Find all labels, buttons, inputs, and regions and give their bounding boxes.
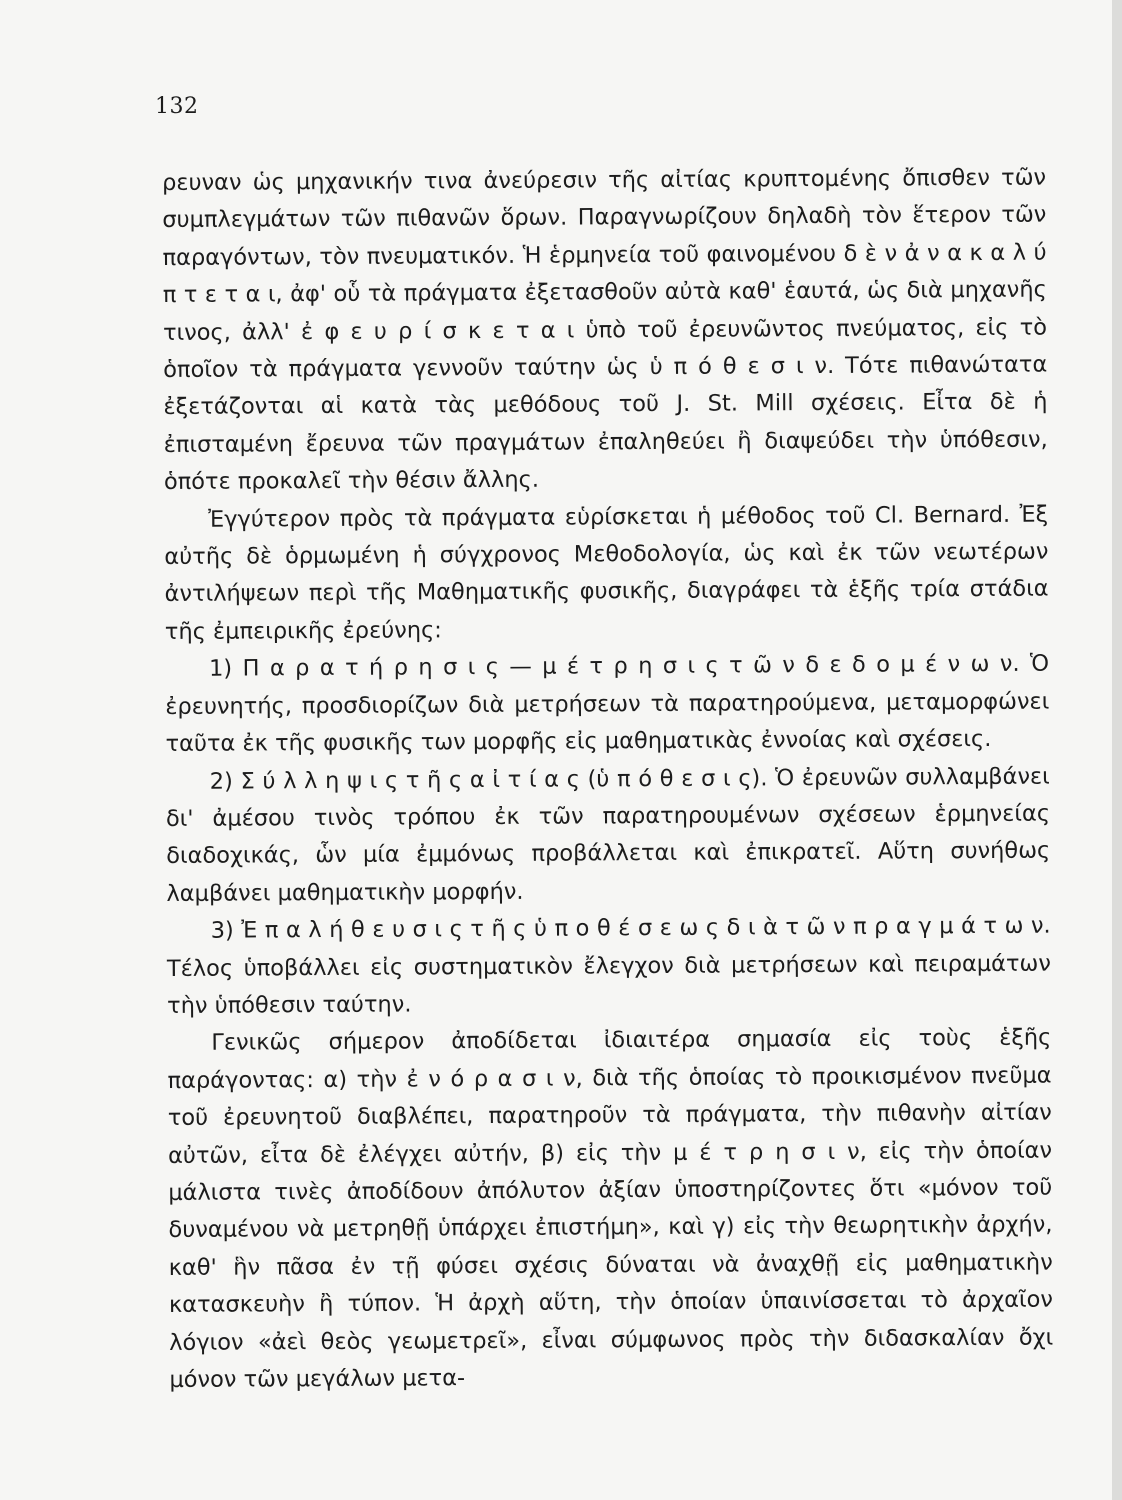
paragraph-stage-1: 1) Π α ρ α τ ή ρ η σ ι ς — μ έ τ ρ η σ ι ς τ ῶ ν δ ε δ ο μ έ ν ω ν. Ὁ ἐρευνητής, προσδιορίζων διὰ μετρήσεων τὰ παρατηρούμενα, μεταμορφώνει ταῦτα ἐκ τῆς φυσικῆς των μορφῆς εἰς μαθηματικὰς ἐννοίας καὶ σχέσεις. — [165, 650, 1050, 758]
body-text — [162, 160, 1054, 1400]
page-number: 132 — [155, 94, 199, 119]
paragraph-continuation: ρευναν ὡς μηχανικήν τινα ἀνεύρεσιν τῆς αἰτίας κρυπτομένης ὄπισθεν τῶν συμπλεγμάτων τῶν πιθανῶν ὅρων. Παραγνωρίζουν δηλαδὴ τὸν ἕτερον τῶν παραγόντων, τὸν πνευματικόν. Ἡ ἑρμηνεία τοῦ φαινομένου δ ὲ ν ἀ ν α κ α λ ύ π τ ε τ α ι, ἀφ' οὗ τὰ πράγματα ἐξετασθοῦν αὐτὰ καθ' ἑαυτά, ὡς διὰ μηχανῆς τινος, ἀλλ' ἐ φ ε υ ρ ί σ κ ε τ α ι ὑπὸ τοῦ ἐρευνῶντος πνεύματος, εἰς τὸ ὁποῖον τὰ πράγματα γεννοῦν ταύτην ὡς ὑ π ό θ ε σ ι ν. Τότε πιθανώτατα ἐξετάζονται αἱ κατὰ τὰς μεθόδους τοῦ J. St. Mill σχέσεις. Εἶτα δὲ ἡ ἐπισταμένη ἔρευνα τῶν πραγμάτων ἐπαληθεύει ἢ διαψεύδει τὴν ὑπόθεσιν, ὁπότε προκαλεῖ τὴν θέσιν ἄλλης. — [162, 164, 1048, 496]
paragraph-stage-2: 2) Σ ύ λ λ η ψ ι ς τ ῆ ς α ἰ τ ί α ς (ὑ π ό θ ε σ ι ς). Ὁ ἐρευνῶν συλλαμβάνει δι' ἀμέσου τινὸς τρόπου ἐκ τῶν παρατηρουμένων σχέσεων ἑρμηνείας διαδοχικάς, ὧν μία ἐμμόνως προβάλλεται καὶ ἐπικρατεῖ. Αὕτη συνήθως λαμβάνει μαθηματικὴν μορφήν. — [165, 763, 1051, 907]
paragraph-bernard-method: Ἐγγύτερον πρὸς τὰ πράγματα εὑρίσκεται ἡ μέθοδος τοῦ Cl. Bernard. Ἐξ αὐτῆς δὲ ὁρμωμένη ἡ σύγχρονος Μεθοδολογία, ὡς καὶ ἐκ τῶν νεωτέρων ἀντιλήψεων περὶ τῆς Μαθηματικῆς φυσικῆς, διαγράφει τὰ ἑξῆς τρία στάδια τῆς ἐμπειρικῆς ἐρεύνης: — [164, 501, 1049, 645]
paragraph-stage-3: 3) Ἐ π α λ ή θ ε υ σ ι ς τ ῆ ς ὑ π ο θ έ σ ε ω ς δ ι ὰ τ ῶ ν π ρ α γ μ ά τ ω ν. Τέλος ὑποβάλλει εἰς συστηματικὸν ἔλεγχον διὰ μετρήσεων καὶ πειραμάτων τὴν ὑπόθεσιν ταύτην. — [166, 912, 1051, 1019]
page-edge — [1112, 0, 1122, 1500]
paragraph-factors: Γενικῶς σήμερον ἀποδίδεται ἰδιαιτέρα σημασία εἰς τοὺς ἑξῆς παράγοντας: α) τὴν ἐ ν ό ρ α σ ι ν, διὰ τῆς ὁποίας τὸ προικισμένον πνεῦμα τοῦ ἐρευνητοῦ διαβλέπει, παρατηροῦν τὰ πράγματα, τὴν πιθανὴν αἰτίαν αὐτῶν, εἶτα δὲ ἐλέγχει αὐτήν, β) εἰς τὴν μ έ τ ρ η σ ι ν, εἰς τὴν ὁποίαν μάλιστα τινὲς ἀποδίδουν ἀπόλυτον ἀξίαν ὑποστηρίζοντες ὅτι «μόνον τοῦ δυναμένου νὰ μετρηθῇ ὑπάρχει ἐπιστήμη», καὶ γ) εἰς τὴν θεωρητικὴν ἀρχήν, καθ' ἣν πᾶσα ἐν τῇ φύσει σχέσις δύναται νὰ ἀναχθῇ εἰς μαθηματικὴν κατασκευὴν ἢ τύπον. Ἡ ἀρχὴ αὕτη, τὴν ὁποίαν ὑπαινίσσεται τὸ ἀρχαῖον λόγιον «ἀεὶ θεὸς γεωμετρεῖ», εἶναι σύμφωνος πρὸς τὴν διδασκαλίαν ὄχι μόνον τῶν μεγάλων μετα- — [167, 1024, 1054, 1393]
